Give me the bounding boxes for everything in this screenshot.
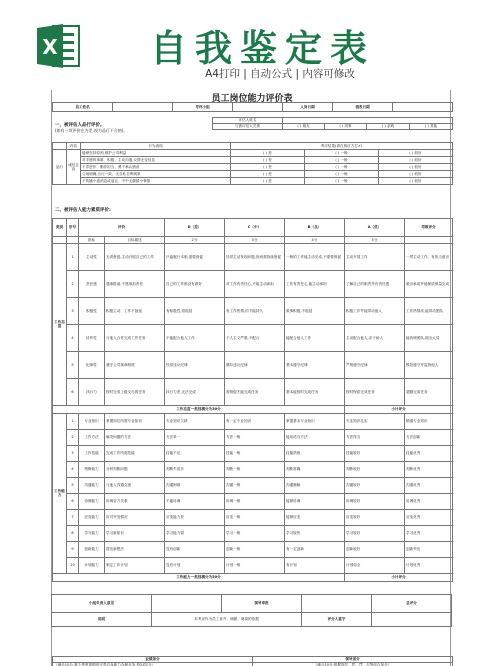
total-score-label: 总评分 bbox=[372, 595, 452, 613]
col-header: A（优） bbox=[345, 219, 405, 237]
group-field[interactable] bbox=[233, 103, 283, 112]
criteria-cell: 专业知识扎实 bbox=[345, 413, 405, 429]
criteria-cell: 无须督促,主动开展自己的工作 bbox=[105, 243, 165, 270]
row-number: 3 bbox=[67, 297, 79, 324]
criteria-cell: 应对突发情况 bbox=[105, 509, 165, 525]
criteria-cell: 精通专业知识 bbox=[405, 413, 453, 429]
opt-good[interactable]: ( ) 较好 bbox=[379, 164, 453, 171]
page-title: 自我鉴定表 bbox=[150, 26, 375, 70]
opt-good[interactable]: ( ) 较好 bbox=[379, 171, 453, 178]
result-header: 考评结果(请在相应方打✔) bbox=[231, 143, 453, 150]
signer-label: 评分人签字 bbox=[302, 613, 372, 627]
criteria-cell: 基本能按时完成任务 bbox=[285, 378, 345, 405]
indicator-name: 协作性 bbox=[79, 324, 105, 351]
indicator-name: 沟通能力 bbox=[79, 477, 105, 493]
opt-good[interactable]: ( ) 较好 bbox=[379, 178, 453, 185]
criteria-cell: 工作热情高,能带动团队 bbox=[405, 297, 453, 324]
bonus-b-title: 领导加分 bbox=[253, 657, 453, 663]
signer-field[interactable] bbox=[372, 613, 452, 627]
fill-label: 填表日期 bbox=[333, 103, 393, 112]
criteria-cell: 遇事推诿,不愿承担责任 bbox=[105, 270, 165, 297]
criteria-cell: 与他人沟通交流 bbox=[105, 477, 165, 493]
criteria-cell: 一贯主动工作、有担当意识 bbox=[405, 243, 453, 270]
indicator-name: 学习能力 bbox=[79, 525, 105, 541]
criteria-cell: 执行力差,无法完成 bbox=[165, 378, 225, 405]
criteria-cell: 沟通困难 bbox=[165, 477, 225, 493]
approval-field[interactable] bbox=[302, 595, 372, 613]
evaluator-label: 评估人姓名 bbox=[213, 118, 283, 124]
row-number: 5 bbox=[67, 351, 79, 378]
row-number: 6 bbox=[67, 493, 79, 509]
col-header: 考核评分 bbox=[405, 219, 453, 237]
criteria-cell: 做出承诺并能保质保量完成 bbox=[405, 270, 453, 297]
opt-poor[interactable]: ( ) 差 bbox=[231, 157, 305, 164]
criteria-cell: 沟通一般 bbox=[225, 477, 285, 493]
sub-header: 指标 bbox=[79, 236, 105, 243]
opt-avg[interactable]: ( ) 一般 bbox=[305, 171, 379, 178]
criteria-cell: 协调各方关系 bbox=[105, 493, 165, 509]
col-header: D（差） bbox=[165, 219, 225, 237]
subtotal-label: 工作态度一类别满分为30分 bbox=[53, 405, 345, 413]
indicator-name: 工作技能 bbox=[79, 445, 105, 461]
opt-avg[interactable]: ( ) 一般 bbox=[305, 157, 379, 164]
criteria-cell: 有一定创新 bbox=[285, 541, 345, 557]
opt-poor[interactable]: ( ) 差 bbox=[231, 164, 305, 171]
page-header bbox=[0, 0, 500, 90]
empty-cell bbox=[405, 236, 453, 243]
indicator-name: 责任感 bbox=[79, 270, 105, 297]
criteria-cell: 能用适当方法 bbox=[285, 429, 345, 445]
sub-header: 4分 bbox=[285, 236, 345, 243]
criteria-cell: 应变一般 bbox=[225, 509, 285, 525]
opt-good[interactable]: ( ) 较好 bbox=[379, 157, 453, 164]
conduct-item: 不弄虚作、勤作担当、勇于承认错误 bbox=[81, 164, 231, 171]
criteria-cell: 能配合他人工作 bbox=[285, 324, 345, 351]
criteria-cell: 模范遵守并监督他人 bbox=[405, 351, 453, 378]
opt-avg[interactable]: ( ) 一般 bbox=[305, 150, 379, 157]
perf-header: 行为表现 bbox=[81, 143, 231, 150]
row-number: 6 bbox=[67, 378, 79, 405]
indicator-name: 判断能力 bbox=[79, 461, 105, 477]
criteria-cell: 按时完成上级交办的任务 bbox=[105, 378, 165, 405]
col-header: B（良） bbox=[285, 219, 345, 237]
indicator-name: 执行力 bbox=[79, 378, 105, 405]
indicator-name: 应变能力 bbox=[79, 509, 105, 525]
criteria-cell: 有一定专业知识 bbox=[225, 413, 285, 429]
sub-header: 5分 bbox=[345, 236, 405, 243]
relation-label: 与被评估人关系 bbox=[213, 124, 283, 130]
indicator-name: 主动性 bbox=[79, 243, 105, 270]
criteria-cell: 计划一般 bbox=[225, 557, 285, 573]
sub-header: 2分 bbox=[165, 236, 225, 243]
indicator-name: 专业知识 bbox=[79, 413, 105, 429]
col-header: 序号 bbox=[67, 219, 79, 237]
row-number: 2 bbox=[67, 270, 79, 297]
criteria-cell: 经常违反纪律 bbox=[165, 351, 225, 378]
leader-opinion-label: 小组负责人意见 bbox=[52, 595, 152, 613]
row-number: 4 bbox=[67, 324, 79, 351]
criteria-cell: 主动开展工作 bbox=[345, 243, 405, 270]
criteria-cell: 判断较好 bbox=[345, 461, 405, 477]
opt-poor[interactable]: ( ) 差 bbox=[231, 171, 305, 178]
criteria-cell: 掌握基本专业知识 bbox=[285, 413, 345, 429]
criteria-cell: 完成工作所需技能 bbox=[105, 445, 165, 461]
opt-poor[interactable]: ( ) 差 bbox=[231, 178, 305, 185]
form-title: 员工岗位能力评价表 bbox=[211, 94, 293, 104]
conduct-item: 立场明确,言行一致、无自私自利现象 bbox=[81, 171, 231, 178]
criteria-cell: 不能配合他人工作 bbox=[165, 324, 225, 351]
col-header: C（中） bbox=[225, 219, 285, 237]
criteria-cell: 基本遵守纪律 bbox=[285, 351, 345, 378]
criteria-cell: 学习新知识 bbox=[105, 525, 165, 541]
criteria-cell: 沟通较好 bbox=[345, 477, 405, 493]
criteria-cell: 计划优秀 bbox=[405, 557, 453, 573]
criteria-cell: 学习一般 bbox=[225, 525, 285, 541]
col-header: 类别 bbox=[53, 219, 67, 237]
info-table bbox=[52, 102, 453, 112]
note-text: 本考评作为员工晋升、调薪、调岗的依据 bbox=[152, 613, 302, 627]
criteria-cell: 协调较好 bbox=[345, 493, 405, 509]
criteria-cell: 一般的工作能主动完成,不需要督促 bbox=[285, 243, 345, 270]
indicator-name: 协调能力 bbox=[79, 493, 105, 509]
criteria-cell: 协调优秀 bbox=[405, 493, 453, 509]
group-label: 考评小组 bbox=[173, 103, 233, 112]
bonus-b-note[interactable]: （满分10分,根据岗位、奖、罚、否等综合加分） bbox=[253, 663, 453, 666]
empty-cell bbox=[53, 236, 67, 243]
bonus-a-note[interactable]: （满分10分,事个季度周期内完善自身能力办理业务,每2项1分） bbox=[53, 663, 253, 666]
sign-grid bbox=[51, 594, 452, 627]
indicator-name: 工作方法 bbox=[79, 429, 105, 445]
name-field[interactable] bbox=[113, 103, 173, 112]
sub-header: 3分 bbox=[225, 236, 285, 243]
conduct-item: 对手册的事重、积极、主动沟通,反馈无变信息 bbox=[81, 157, 231, 164]
criteria-cell: 学习较快 bbox=[285, 525, 345, 541]
criteria-cell: 积极主动、工作不拖延 bbox=[105, 297, 165, 324]
subtotal-score-label: 小计评分 bbox=[345, 405, 453, 413]
criteria-cell: 需督促才能完成任务 bbox=[225, 378, 285, 405]
col-header: 评价 bbox=[79, 219, 165, 237]
indicator-name: 计划能力 bbox=[79, 557, 105, 573]
criteria-cell: 计划周全 bbox=[345, 557, 405, 573]
criteria-cell: 不能协调 bbox=[165, 493, 225, 509]
criteria-cell: 严格遵守纪律 bbox=[345, 351, 405, 378]
bonus-a-title: 业绩加分 bbox=[53, 657, 253, 663]
note-label: 说明 bbox=[52, 613, 152, 627]
row-number: 2 bbox=[67, 429, 79, 445]
criteria-cell: 遵守公司规章制度 bbox=[105, 351, 165, 378]
criteria-cell: 有积极性,但拖延 bbox=[165, 297, 225, 324]
criteria-cell: 技能较好 bbox=[345, 445, 405, 461]
criteria-cell: 提出新想法 bbox=[105, 541, 165, 557]
sec1-title: 一、被评估人品行评价。 bbox=[55, 123, 105, 128]
form-sheet bbox=[51, 90, 451, 666]
conduct-item: 不传播小道消息或谣言、不中无端猜小事情 bbox=[81, 178, 231, 185]
criteria-cell: 偶尔违反纪律 bbox=[225, 351, 285, 378]
criteria-cell: 分析判断问题 bbox=[105, 461, 165, 477]
indicator-name: 创新能力 bbox=[79, 541, 105, 557]
subtotal-label: 工作能力一类别满分为50分 bbox=[53, 573, 345, 581]
row-number: 5 bbox=[67, 477, 79, 493]
rel-opt[interactable]: ( ) 同事 bbox=[325, 124, 367, 130]
rel-opt[interactable]: ( ) 其他 bbox=[410, 124, 453, 130]
excel-icon bbox=[37, 22, 81, 70]
fill-field[interactable] bbox=[393, 103, 453, 112]
criteria-cell: 掌握岗位所需专业知识 bbox=[105, 413, 165, 429]
row-number: 8 bbox=[67, 525, 79, 541]
page-subtitle: A4打印 | 自动公式 | 内容可修改 bbox=[205, 68, 355, 80]
row-number: 10 bbox=[67, 557, 79, 573]
criteria-cell: 能够协调 bbox=[285, 493, 345, 509]
criteria-cell: 协调一般 bbox=[225, 493, 285, 509]
category-cell: 工作能力 bbox=[53, 413, 67, 573]
opt-avg[interactable]: ( ) 一般 bbox=[305, 178, 379, 185]
indicator-name: 纪律性 bbox=[79, 351, 105, 378]
criteria-cell: 个人主义严重,不配合 bbox=[225, 324, 285, 351]
criteria-cell: 应变较好 bbox=[345, 509, 405, 525]
sub-header: 目标描述 bbox=[105, 236, 165, 243]
criteria-cell: 专业知识欠缺 bbox=[165, 413, 225, 429]
subtotal-score-label: 小计评分 bbox=[345, 573, 453, 581]
row-number: 4 bbox=[67, 461, 79, 477]
name-label: 员工姓名 bbox=[53, 103, 113, 112]
criteria-cell: 判断失误多 bbox=[165, 461, 225, 477]
opt-poor[interactable]: ( ) 差 bbox=[231, 150, 305, 157]
criteria-cell: 主动配合他人,乐于助人 bbox=[345, 324, 405, 351]
criteria-cell: 解决问题的方法 bbox=[105, 429, 165, 445]
row-number: 3 bbox=[67, 445, 79, 461]
row-number: 9 bbox=[67, 541, 79, 557]
rel-opt[interactable]: ( ) 亲戚 bbox=[367, 124, 410, 130]
criteria-cell: 制定工作计划 bbox=[105, 557, 165, 573]
indicator-name: 积极性 bbox=[79, 297, 105, 324]
criteria-cell: 应变能力差 bbox=[165, 509, 225, 525]
criteria-cell: 学习优秀 bbox=[405, 525, 453, 541]
criteria-cell: 有工作热情,但不能持久 bbox=[225, 297, 285, 324]
criteria-cell: 技能优秀 bbox=[405, 445, 453, 461]
row-number: 1 bbox=[67, 243, 79, 270]
conduct-group: 品行 bbox=[53, 150, 67, 185]
criteria-cell: 判断准确 bbox=[285, 461, 345, 477]
criteria-cell: 自己的工作都没有做好 bbox=[165, 270, 225, 297]
bonus-table bbox=[52, 656, 453, 666]
evaluator-table bbox=[212, 117, 453, 130]
criteria-cell: 判断一般 bbox=[225, 461, 285, 477]
criteria-cell: 创新一般 bbox=[225, 541, 285, 557]
criteria-cell: 方法创新 bbox=[405, 429, 453, 445]
opt-avg[interactable]: ( ) 一般 bbox=[305, 164, 379, 171]
criteria-cell: 对工作有责任心,不能主动承担 bbox=[225, 270, 285, 297]
sec2-title: 二、被评估人能力素质评价: bbox=[55, 208, 111, 213]
criteria-cell: 方法得当 bbox=[345, 429, 405, 445]
criteria-cell: 没有计划 bbox=[165, 557, 225, 573]
criteria-cell: 判断优秀 bbox=[405, 461, 453, 477]
rel-opt[interactable]: ( ) 朋友 bbox=[283, 124, 325, 130]
criteria-cell: 学习较好 bbox=[345, 525, 405, 541]
criteria-cell: 技能熟练 bbox=[285, 445, 345, 461]
ability-table bbox=[52, 218, 453, 582]
category-cell: 工作态度 bbox=[53, 243, 67, 405]
criteria-cell: 创新较好 bbox=[345, 541, 405, 557]
opt-good[interactable]: ( ) 较好 bbox=[379, 150, 453, 157]
criteria-cell: 学习能力弱 bbox=[165, 525, 225, 541]
criteria-cell: 积极工作并能带动他人 bbox=[345, 297, 405, 324]
empty-cell bbox=[53, 143, 67, 150]
criteria-cell: 沟通顺畅 bbox=[285, 477, 345, 493]
criteria-cell: 应变优秀 bbox=[405, 509, 453, 525]
empty-cell bbox=[67, 236, 79, 243]
criteria-cell: 技能不足 bbox=[165, 445, 225, 461]
conduct-table bbox=[52, 142, 453, 185]
content-header: 内容 bbox=[67, 143, 81, 150]
criteria-cell: 与他人合作完成工作任务 bbox=[105, 324, 165, 351]
criteria-cell: 做事积极,不拖延 bbox=[285, 297, 345, 324]
criteria-cell: 只能履行本职,需要督促 bbox=[165, 243, 225, 270]
criteria-cell: 创新突出 bbox=[405, 541, 453, 557]
criteria-cell: 沟通优秀 bbox=[405, 477, 453, 493]
criteria-cell: 技能一般 bbox=[225, 445, 285, 461]
criteria-cell: 方法一般 bbox=[225, 429, 285, 445]
criteria-cell: 按时保质完成任务 bbox=[345, 378, 405, 405]
integrity-group: 诚信正直 bbox=[67, 150, 81, 185]
criteria-cell: 有计划 bbox=[285, 557, 345, 573]
row-number: 1 bbox=[67, 413, 79, 429]
row-number: 7 bbox=[67, 509, 79, 525]
criteria-cell: 没有创新 bbox=[165, 541, 225, 557]
criteria-cell: 工作有责任心,能主动承担 bbox=[285, 270, 345, 297]
criteria-cell: 经常主动发现问题,但尚需持续督促 bbox=[225, 243, 285, 270]
sec1-note: (如有一项评价在为差,视为品行不合格)。 bbox=[55, 128, 128, 133]
entry-label: 入岗日期 bbox=[283, 103, 333, 112]
svg-text:X: X bbox=[42, 35, 58, 59]
approval-label: 领导审批 bbox=[222, 595, 302, 613]
leader-opinion-field[interactable] bbox=[152, 595, 222, 613]
criteria-cell: 了解自己的职责并有责任感 bbox=[345, 270, 405, 297]
conduct-item: 能够坚持原则,维护公司利益 bbox=[81, 150, 231, 157]
criteria-cell: 方法单一 bbox=[165, 429, 225, 445]
criteria-cell: 能够应变 bbox=[285, 509, 345, 525]
criteria-cell: 超额完成任务 bbox=[405, 378, 453, 405]
criteria-cell: 能协调团队,顾全大局 bbox=[405, 324, 453, 351]
